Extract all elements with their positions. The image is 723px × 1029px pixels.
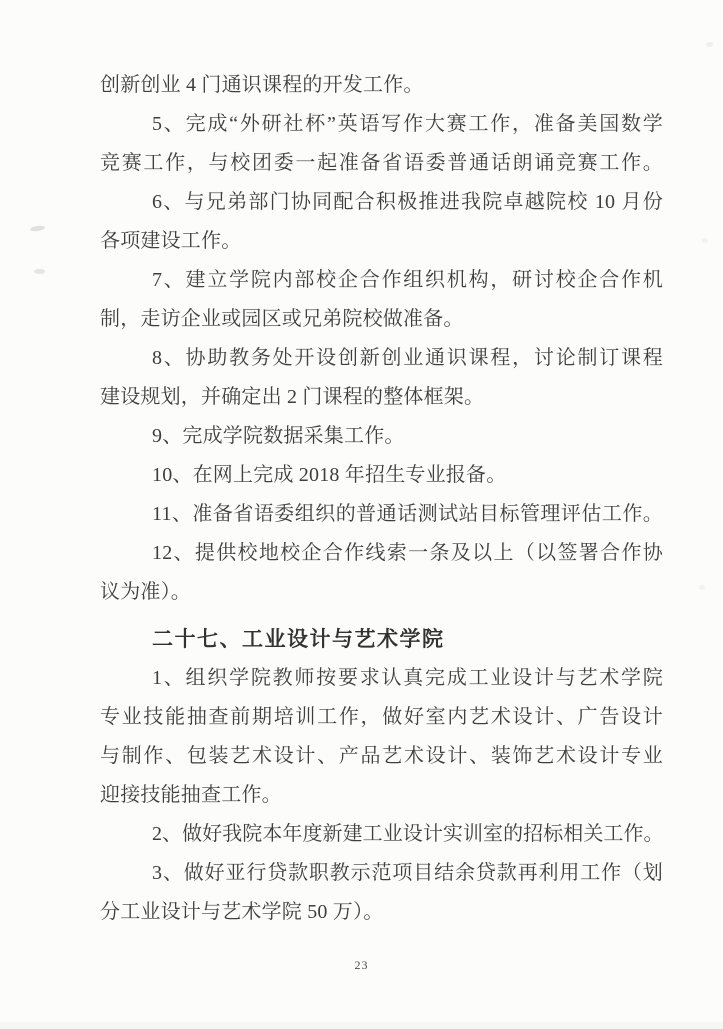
scan-speckle: [34, 269, 45, 274]
text-line: 11、准备省语委组织的普通话测试站目标管理评估工作。: [152, 503, 663, 525]
text-line: 创新创业 4 门通识课程的开发工作。: [100, 74, 424, 96]
text-line: 7、建立学院内部校企合作组织机构，研讨校企合作机: [152, 269, 663, 291]
scan-speckle: [706, 42, 713, 47]
text-line: 制，走访企业或园区或兄弟院校做准备。: [100, 308, 464, 330]
scan-edge-shade: [0, 1022, 723, 1029]
text-line: 迎接技能抽查工作。: [100, 784, 282, 806]
page-number: 23: [354, 958, 369, 972]
text-line: 10、在网上完成 2018 年招生专业报备。: [152, 464, 507, 486]
text-line: 议为准）。: [100, 581, 191, 603]
document-body: [100, 66, 663, 932]
text-line: 各项建设工作。: [100, 230, 242, 252]
section-heading: 二十七、工业设计与艺术学院: [152, 628, 445, 651]
text-line: 1、组织学院教师按要求认真完成工业设计与艺术学院: [152, 667, 663, 689]
text-line: 8、协助教务处开设创新创业通识课程，讨论制订课程: [152, 347, 663, 369]
scan-speckle: [30, 225, 46, 232]
text-line: 建设规划，并确定出 2 门课程的整体框架。: [100, 386, 485, 408]
text-line: 竞赛工作，与校团委一起准备省语委普通话朗诵竞赛工作。: [100, 152, 663, 174]
text-line: 专业技能抽查前期培训工作，做好室内艺术设计、广告设计: [100, 706, 663, 728]
text-line: 2、做好我院本年度新建工业设计实训室的招标相关工作。: [152, 823, 663, 845]
text-line: 分工业设计与艺术学院 50 万）。: [100, 901, 384, 923]
text-line: 9、完成学院数据采集工作。: [152, 425, 405, 447]
scan-speckle: [702, 238, 708, 243]
text-line: 与制作、包装艺术设计、产品艺术设计、装饰艺术设计专业: [100, 745, 663, 767]
text-line: 6、与兄弟部门协同配合积极推进我院卓越院校 10 月份: [152, 191, 663, 213]
text-line: 3、做好亚行贷款职教示范项目结余贷款再利用工作（划: [152, 862, 663, 884]
text-line: 5、完成“外研社杯”英语写作大赛工作，准备美国数学: [152, 113, 663, 135]
text-line: 12、提供校地校企合作线索一条及以上（以签署合作协: [152, 542, 663, 564]
scan-speckle: [699, 585, 705, 590]
